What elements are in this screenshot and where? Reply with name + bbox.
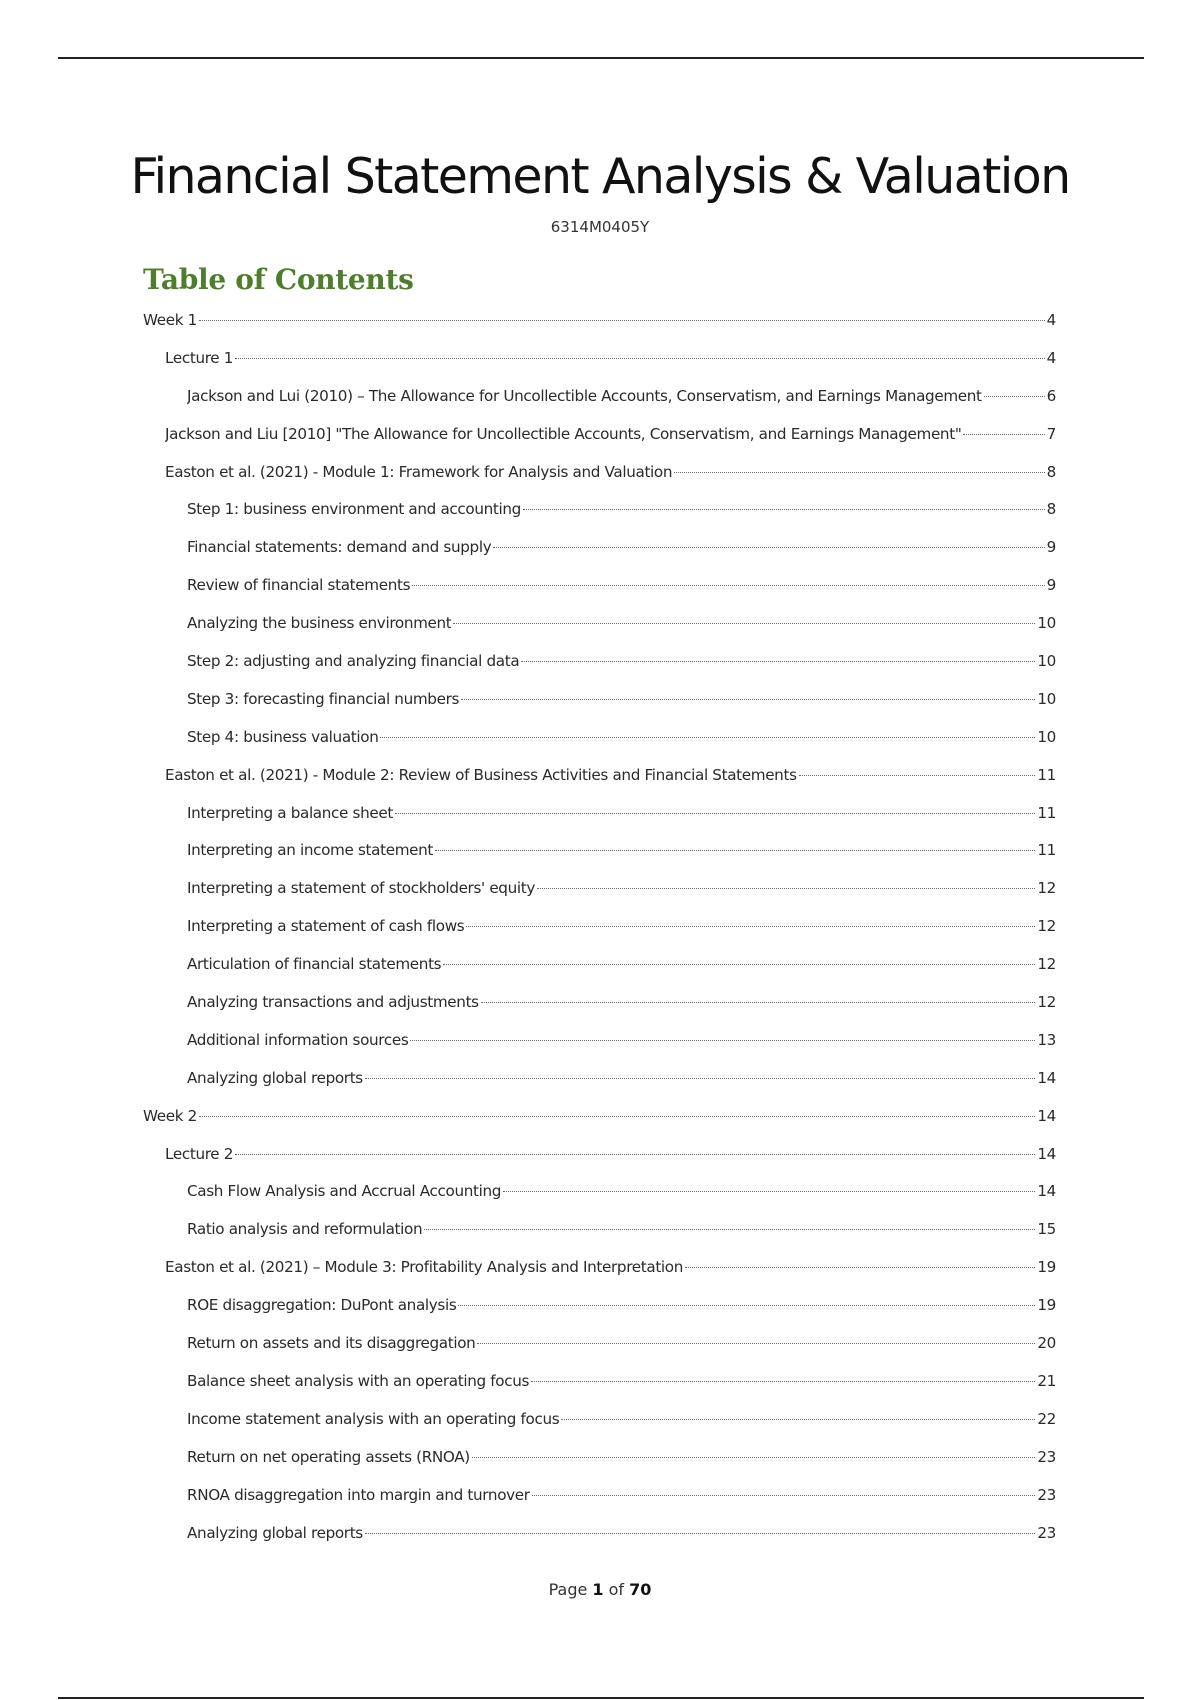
dot-leader	[410, 1040, 1035, 1041]
toc-entry-page-number: 4	[1046, 348, 1056, 367]
toc-entry-label: Analyzing global reports	[187, 1523, 363, 1542]
dot-leader	[435, 850, 1035, 851]
toc-entry-page-number: 22	[1037, 1409, 1056, 1428]
toc-entry[interactable]	[143, 567, 1056, 605]
toc-entry[interactable]	[143, 1287, 1056, 1325]
toc-entry-page-number: 23	[1037, 1523, 1056, 1542]
toc-entry[interactable]	[143, 908, 1056, 946]
toc-entry[interactable]	[143, 946, 1056, 984]
toc-entry-page-number: 12	[1037, 955, 1056, 974]
toc-entry[interactable]	[143, 605, 1056, 643]
toc-entry-label: Interpreting a balance sheet	[187, 803, 393, 822]
table-of-contents	[143, 302, 1056, 1552]
dot-leader	[532, 1495, 1036, 1496]
dot-leader	[537, 888, 1035, 889]
toc-entry-label: RNOA disaggregation into margin and turnover	[187, 1485, 530, 1504]
toc-entry-label: Step 1: business environment and accounting	[187, 500, 521, 519]
toc-entry-label: Jackson and Lui (2010) – The Allowance for Uncollectible Accounts, Conservatism, and Earnings Management	[187, 386, 982, 405]
toc-entry-page-number: 7	[1046, 424, 1056, 443]
header-rule	[58, 57, 1144, 59]
toc-entry[interactable]	[143, 1515, 1056, 1553]
toc-entry[interactable]	[143, 832, 1056, 870]
toc-entry-label: Additional information sources	[187, 1030, 409, 1049]
toc-entry-page-number: 14	[1037, 1068, 1056, 1087]
toc-entry[interactable]	[143, 1098, 1056, 1136]
toc-entry-label: Cash Flow Analysis and Accrual Accounting	[187, 1182, 502, 1201]
dot-leader	[963, 434, 1044, 435]
dot-leader	[461, 699, 1035, 700]
dot-leader	[395, 813, 1035, 814]
toc-entry-page-number: 11	[1037, 841, 1056, 860]
dot-leader	[799, 775, 1036, 776]
of-word: of	[608, 1580, 625, 1599]
toc-entry-label: Week 1	[143, 311, 197, 329]
toc-entry-page-number: 12	[1037, 993, 1056, 1012]
toc-entry-label: Review of financial statements	[187, 576, 411, 595]
dot-leader	[561, 1419, 1035, 1420]
toc-entry-page-number: 13	[1037, 1030, 1056, 1049]
dot-leader	[458, 1305, 1035, 1306]
toc-entry-label: Analyzing the business environment	[187, 614, 452, 633]
toc-entry-page-number: 23	[1037, 1447, 1056, 1466]
dot-leader	[235, 358, 1045, 359]
toc-entry[interactable]	[143, 416, 1056, 454]
toc-entry[interactable]	[143, 454, 1056, 492]
toc-entry[interactable]	[143, 1363, 1056, 1401]
dot-leader	[380, 737, 1035, 738]
toc-entry[interactable]	[143, 378, 1056, 416]
toc-entry-label: Return on net operating assets (RNOA)	[187, 1447, 470, 1466]
toc-entry-label: Balance sheet analysis with an operating focus	[187, 1371, 530, 1390]
toc-entry[interactable]	[143, 1022, 1056, 1060]
toc-entry[interactable]	[143, 1211, 1056, 1249]
toc-entry[interactable]	[143, 1401, 1056, 1439]
dot-leader	[523, 509, 1045, 510]
dot-leader	[481, 1002, 1036, 1003]
toc-entry-label: Jackson and Liu [2010] "The Allowance for Uncollectible Accounts, Conservatism, and Earnings Management"	[165, 424, 962, 443]
toc-entry-label: Interpreting a statement of stockholders' equity	[187, 879, 535, 898]
toc-entry-label: Lecture 2	[165, 1144, 234, 1163]
footer-rule	[58, 1697, 1144, 1699]
toc-entry-page-number: 6	[1046, 386, 1056, 405]
toc-entry-page-number: 11	[1037, 765, 1056, 784]
toc-entry-label: Analyzing transactions and adjustments	[187, 993, 479, 1012]
dot-leader	[424, 1229, 1035, 1230]
toc-entry-label: Week 2	[143, 1106, 197, 1125]
toc-entry[interactable]	[143, 719, 1056, 757]
dot-leader	[466, 926, 1035, 927]
current-page-number: 1	[592, 1580, 604, 1599]
toc-entry-page-number: 19	[1037, 1296, 1056, 1315]
toc-entry-page-number: 20	[1037, 1334, 1056, 1353]
dot-leader	[235, 1154, 1035, 1155]
page-word: Page	[548, 1580, 588, 1599]
toc-entry[interactable]	[143, 529, 1056, 567]
dot-leader	[531, 1381, 1035, 1382]
toc-entry-label: Easton et al. (2021) – Module 3: Profitability Analysis and Interpretation	[165, 1258, 684, 1277]
toc-entry[interactable]	[143, 1173, 1056, 1211]
toc-entry-label: Step 4: business valuation	[187, 727, 379, 746]
dot-leader	[472, 1457, 1035, 1458]
toc-entry[interactable]	[143, 1249, 1056, 1287]
toc-entry-page-number: 8	[1046, 500, 1056, 519]
toc-entry[interactable]	[143, 681, 1056, 719]
dot-leader	[365, 1078, 1035, 1079]
dot-leader	[503, 1191, 1035, 1192]
toc-entry[interactable]	[143, 1325, 1056, 1363]
total-page-count: 70	[629, 1580, 652, 1599]
toc-entry[interactable]	[143, 795, 1056, 833]
dot-leader	[412, 585, 1045, 586]
toc-entry-page-number: 10	[1037, 689, 1056, 708]
toc-entry-page-number: 14	[1037, 1182, 1056, 1201]
toc-entry[interactable]	[143, 1136, 1056, 1174]
toc-entry-page-number: 8	[1046, 462, 1056, 481]
toc-entry-label: Easton et al. (2021) - Module 2: Review of Business Activities and Financial Statements	[165, 765, 797, 784]
toc-entry-label: Financial statements: demand and supply	[187, 538, 492, 557]
toc-entry[interactable]	[143, 1477, 1056, 1515]
toc-entry-page-number: 11	[1037, 803, 1056, 822]
toc-entry-page-number: 9	[1046, 576, 1056, 595]
toc-entry-label: ROE disaggregation: DuPont analysis	[187, 1296, 457, 1315]
toc-entry-label: Interpreting an income statement	[187, 841, 434, 860]
toc-heading: Table of Contents	[143, 263, 414, 296]
toc-entry[interactable]	[143, 1439, 1056, 1477]
toc-entry[interactable]	[143, 643, 1056, 681]
toc-entry[interactable]	[143, 491, 1056, 529]
toc-entry-page-number: 15	[1037, 1220, 1056, 1239]
toc-entry-label: Return on assets and its disaggregation	[187, 1334, 476, 1353]
toc-entry-page-number: 12	[1037, 917, 1056, 936]
dot-leader	[199, 1116, 1035, 1117]
toc-entry-label: Step 3: forecasting financial numbers	[187, 689, 460, 708]
dot-leader	[674, 472, 1045, 473]
toc-entry-page-number: 12	[1037, 879, 1056, 898]
toc-entry-label: Income statement analysis with an operating focus	[187, 1409, 560, 1428]
toc-entry-page-number: 23	[1037, 1485, 1056, 1504]
dot-leader	[521, 661, 1035, 662]
toc-entry-page-number: 10	[1037, 727, 1056, 746]
toc-entry-page-number: 9	[1046, 538, 1056, 557]
toc-entry-label: Step 2: adjusting and analyzing financial data	[187, 652, 520, 671]
dot-leader	[984, 396, 1045, 397]
toc-entry[interactable]	[143, 340, 1056, 378]
toc-entry-label: Lecture 1	[165, 348, 234, 367]
toc-entry-page-number: 14	[1037, 1106, 1056, 1125]
dot-leader	[453, 623, 1035, 624]
toc-entry-page-number: 14	[1037, 1144, 1056, 1163]
dot-leader	[443, 964, 1035, 965]
toc-entry[interactable]	[143, 757, 1056, 795]
toc-entry[interactable]	[143, 870, 1056, 908]
dot-leader	[493, 547, 1044, 548]
dot-leader	[365, 1533, 1035, 1534]
dot-leader	[477, 1343, 1035, 1344]
dot-leader	[685, 1267, 1035, 1268]
toc-entry[interactable]	[143, 1060, 1056, 1098]
toc-entry-label: Ratio analysis and reformulation	[187, 1220, 423, 1239]
toc-entry-label: Analyzing global reports	[187, 1068, 363, 1087]
toc-entry-page-number: 10	[1037, 614, 1056, 633]
toc-entry-label: Articulation of financial statements	[187, 955, 442, 974]
page-footer	[0, 1580, 1200, 1599]
document-title: Financial Statement Analysis & Valuation	[130, 148, 1070, 205]
toc-entry-label: Easton et al. (2021) - Module 1: Framework for Analysis and Valuation	[165, 462, 673, 481]
toc-entry[interactable]	[143, 302, 1056, 340]
dot-leader	[199, 320, 1045, 321]
toc-entry[interactable]	[143, 984, 1056, 1022]
toc-entry-page-number: 19	[1037, 1258, 1056, 1277]
toc-entry-page-number: 21	[1037, 1371, 1056, 1390]
toc-entry-page-number: 4	[1046, 311, 1056, 329]
toc-entry-label: Interpreting a statement of cash flows	[187, 917, 465, 936]
toc-entry-page-number: 10	[1037, 652, 1056, 671]
course-code: 6314M0405Y	[550, 218, 650, 236]
